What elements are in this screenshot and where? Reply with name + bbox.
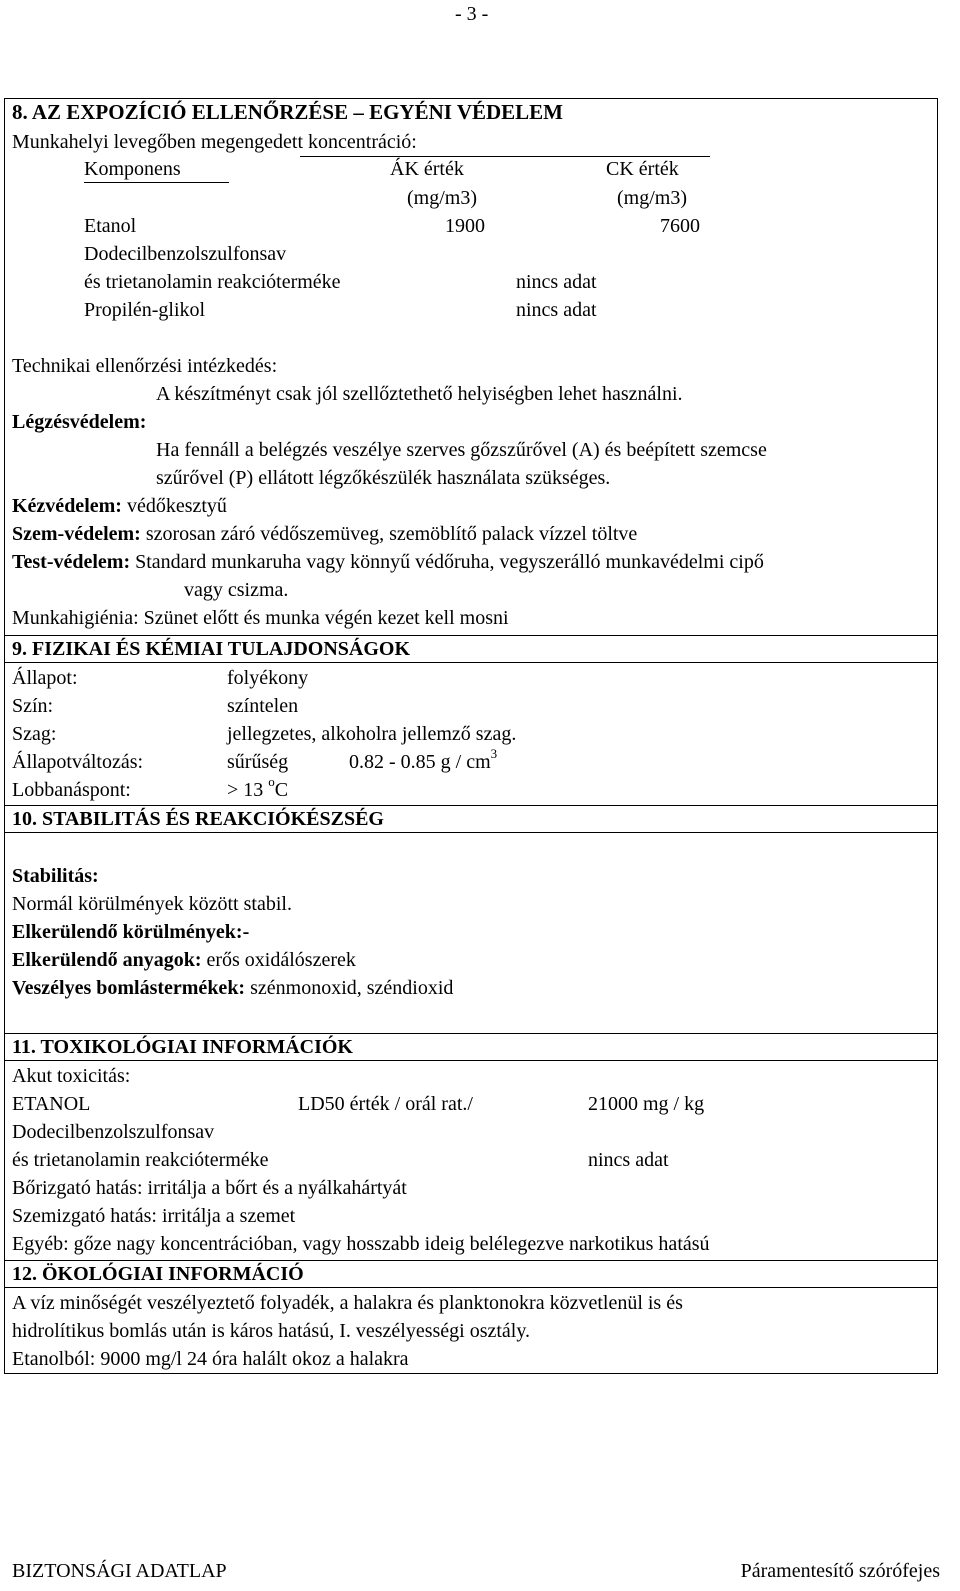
avoid-materials: Elkerülendő anyagok: erős oxidálószerek <box>12 949 356 971</box>
eco-line-3: Etanolból: 9000 mg/l 24 óra halált okoz a halakra <box>12 1348 409 1370</box>
row-dodec-value: nincs adat <box>516 271 597 293</box>
stability-text: Normál körülmények között stabil. <box>12 893 292 915</box>
page-number: - 3 - <box>455 3 489 25</box>
respiratory-text-2: szűrővel (P) ellátott légzőkészülék használata szükséges. <box>156 467 611 489</box>
concentration-intro: Munkahelyi levegőben megengedett koncentráció: <box>12 131 417 153</box>
eye-protection: Szem-védelem: szorosan záró védőszemüveg, szemöblítő palack vízzel töltve <box>12 523 638 545</box>
prop-density-label: Állapotváltozás: <box>12 751 144 773</box>
row-dodec2-name: és trietanolamin reakcióterméke <box>84 271 341 293</box>
prop-state-label: Állapot: <box>12 667 78 689</box>
tech-control-label: Technikai ellenőrzési intézkedés: <box>12 355 278 377</box>
eco-line-2: hidrolítikus bomlás után is káros hatású, I. veszélyességi osztály. <box>12 1320 531 1342</box>
row-etanol-ak: 1900 <box>445 215 485 237</box>
section-10-heading: 10. STABILITÁS ÉS REAKCIÓKÉSZSÉG <box>12 808 384 830</box>
prop-state-value: folyékony <box>227 667 309 689</box>
col-limits-header <box>300 156 710 180</box>
section-8-heading: 8. AZ EXPOZÍCIÓ ELLENŐRZÉSE – EGYÉNI VÉDELEM <box>12 100 563 124</box>
acute-toxicity-label: Akut toxicitás: <box>12 1065 131 1087</box>
body-protection-2: vagy csizma. <box>184 579 289 601</box>
col-component-header: Komponens <box>84 156 229 183</box>
tox-eye: Szemizgató hatás: irritálja a szemet <box>12 1205 296 1227</box>
row-dodec-name: Dodecilbenzolszulfonsav <box>84 243 287 265</box>
prop-color-label: Szín: <box>12 695 54 717</box>
section-9-heading: 9. FIZIKAI ÉS KÉMIAI TULAJDONSÁGOK <box>12 638 411 660</box>
prop-color-value: színtelen <box>227 695 299 717</box>
hand-protection: Kézvédelem: védőkesztyű <box>12 495 227 517</box>
footer-left: BIZTONSÁGI ADATLAP <box>12 1560 227 1582</box>
prop-flash-value: > 13 $^o$C <box>227 774 289 801</box>
row-propylene-value: nincs adat <box>516 299 597 321</box>
footer-right: Páramentesítő szórófejes <box>740 1560 940 1582</box>
tox-dodec-1: Dodecilbenzolszulfonsav <box>12 1121 215 1143</box>
prop-density-extra: 0.82 - 0.85 g / $cm^3$ <box>349 746 498 773</box>
stability-label: Stabilitás: <box>12 865 99 887</box>
tox-skin: Bőrizgató hatás: irritálja a bőrt és a nyálkahártyát <box>12 1177 407 1199</box>
respiratory-label: Légzésvédelem: <box>12 411 147 433</box>
prop-odor-label: Szag: <box>12 723 57 745</box>
avoid-conditions: Elkerülendő körülmények:- <box>12 921 250 943</box>
section-11-heading: 11. TOXIKOLÓGIAI INFORMÁCIÓK <box>12 1036 353 1058</box>
prop-flash-label: Lobbanáspont: <box>12 779 131 801</box>
col-ak-header: ÁK érték <box>390 158 464 180</box>
row-etanol-ck: 7600 <box>660 215 700 237</box>
tech-control-text: A készítményt csak jól szellőztethető helyiségben lehet használni. <box>156 383 683 405</box>
tox-dodec-value: nincs adat <box>588 1149 669 1171</box>
tox-ld50-value: 21000 mg / kg <box>588 1093 705 1115</box>
col-ck-header: CK érték <box>606 158 679 180</box>
tox-ld50-label: LD50 érték / orál rat./ <box>298 1093 473 1115</box>
body-protection: Test-védelem: Standard munkaruha vagy könnyű védőruha, vegyszerálló munkavédelmi cipő <box>12 551 764 573</box>
eco-line-1: A víz minőségét veszélyeztető folyadék, a halakra és planktonokra közvetlenül is és <box>12 1292 683 1314</box>
tox-etanol: ETANOL <box>12 1093 91 1115</box>
unit-ak: (mg/m3) <box>407 187 477 209</box>
tox-dodec-2: és trietanolamin reakcióterméke <box>12 1149 269 1171</box>
respiratory-text-1: Ha fennáll a belégzés veszélye szerves gőzszűrővel (A) és beépített szemcse <box>156 439 767 461</box>
prop-density-value: sűrűség <box>227 751 289 773</box>
section-12-heading: 12. ÖKOLÓGIAI INFORMÁCIÓ <box>12 1263 304 1285</box>
row-propylene-name: Propilén-glikol <box>84 299 206 321</box>
decomposition-products: Veszélyes bomlástermékek: szénmonoxid, széndioxid <box>12 977 454 999</box>
tox-other: Egyéb: gőze nagy koncentrációban, vagy hosszabb ideig belélegezve narkotikus hatású <box>12 1233 710 1255</box>
hygiene: Munkahigiénia: Szünet előtt és munka végén kezet kell mosni <box>12 607 509 629</box>
prop-odor-value: jellegzetes, alkoholra jellemző szag. <box>227 723 517 745</box>
unit-ck: (mg/m3) <box>617 187 687 209</box>
row-etanol-name: Etanol <box>84 215 137 237</box>
